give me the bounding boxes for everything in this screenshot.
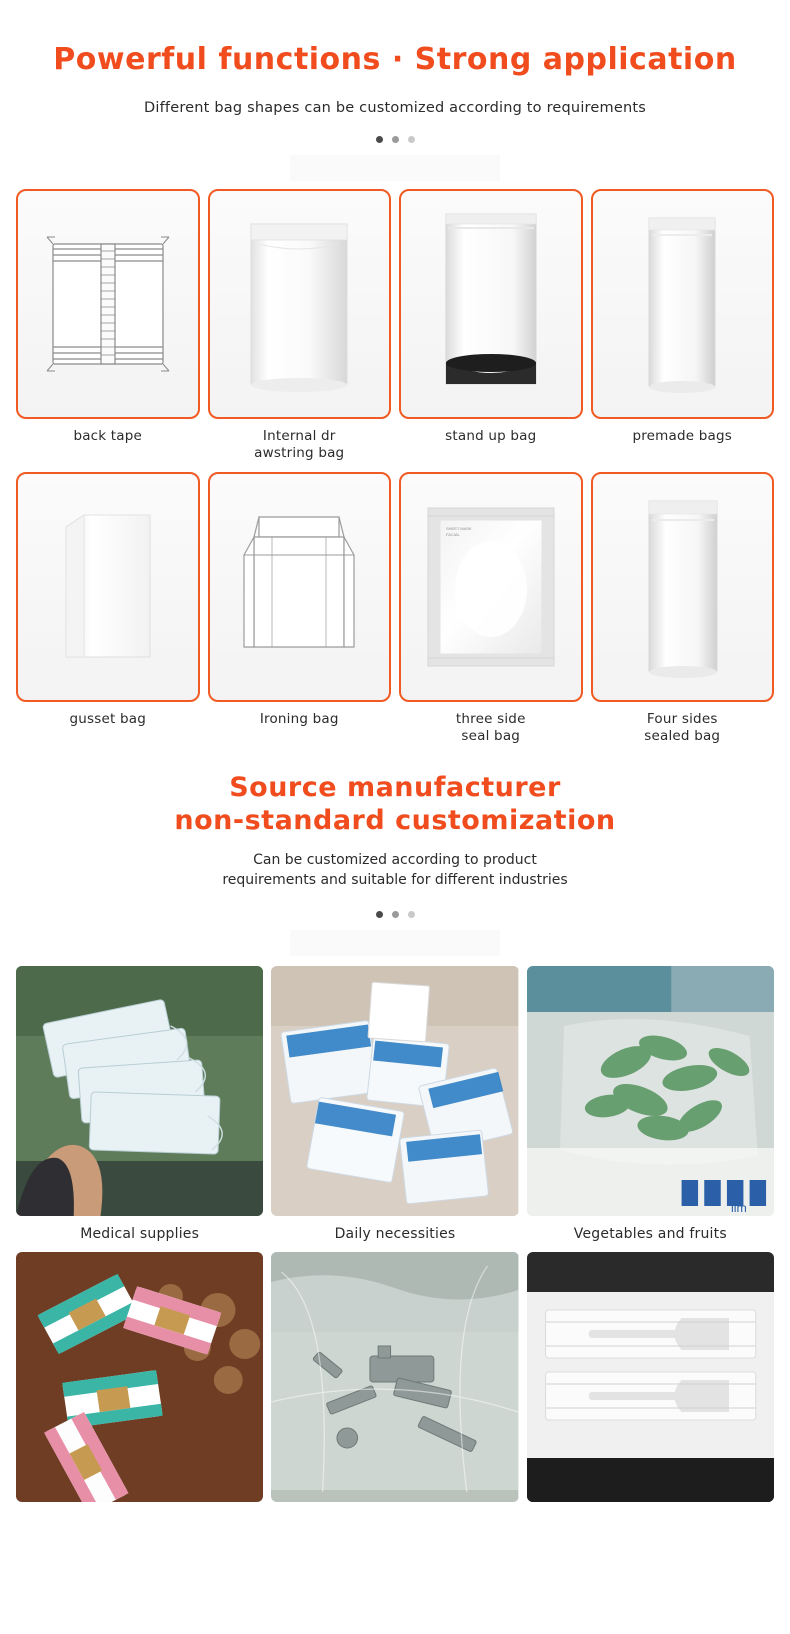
- section-two-header: [0, 771, 790, 956]
- bag-caption-line2: awstring bag: [254, 444, 345, 461]
- bag-caption: premade bags: [632, 428, 733, 444]
- section-two-subtitle: [0, 850, 790, 891]
- photo-caption: Daily necessities: [334, 1225, 456, 1242]
- dot-indicator-1[interactable]: [376, 911, 383, 918]
- bag-caption: [591, 711, 775, 745]
- section-one-header: [0, 0, 790, 181]
- hardware-parts-photo: [271, 1252, 518, 1502]
- section-two-spacer-band: [290, 930, 500, 956]
- bag-caption-line2: sealed bag: [644, 727, 721, 744]
- photo-medical-supplies: [16, 966, 263, 1216]
- vegetables-photo: [527, 966, 774, 1216]
- photo-cell[interactable]: [271, 966, 518, 1242]
- bag-image-frame: [591, 189, 775, 419]
- photo-cell[interactable]: [16, 966, 263, 1242]
- drawstring-bag-icon: [229, 204, 369, 404]
- photo-hardware-parts: [271, 1252, 518, 1502]
- candy-packs-photo: [16, 1252, 263, 1502]
- page-title: Powerful functions · Strong application: [53, 42, 737, 77]
- bag-caption-line2: seal bag: [461, 727, 521, 744]
- svg-text:FACIAL: FACIAL: [445, 532, 460, 538]
- bag-image-frame: [399, 472, 583, 702]
- photo-cell[interactable]: [527, 966, 774, 1242]
- bag-caption: [208, 428, 392, 462]
- photo-cell[interactable]: [527, 1252, 774, 1512]
- dot-indicator-3[interactable]: [408, 911, 415, 918]
- header-spacer-band: [290, 155, 500, 181]
- bag-image-frame: [399, 189, 583, 419]
- photo-vegetables-fruits: [527, 966, 774, 1216]
- bag-cell[interactable]: [399, 189, 583, 462]
- three-side-seal-bag-icon: [416, 494, 566, 679]
- ironing-bag-icon: [224, 487, 374, 687]
- section-two-subtitle-line1: Can be customized according to product: [253, 852, 537, 868]
- bag-image-frame: [16, 189, 200, 419]
- dot-indicator-2[interactable]: [392, 911, 399, 918]
- section-two-title-line1: Source manufacturer: [229, 771, 561, 803]
- bag-cell[interactable]: [16, 189, 200, 462]
- bag-image-frame: [16, 472, 200, 702]
- photo-daily-necessities: [271, 966, 518, 1216]
- section-one-subtitle: Different bag shapes can be customized according to requirements: [144, 100, 646, 116]
- back-tape-bag-icon: [33, 209, 183, 399]
- gusset-bag-icon: [38, 487, 178, 687]
- daily-necessities-photo: [271, 966, 518, 1216]
- bag-image-frame: [208, 189, 392, 419]
- bag-caption: gusset bag: [69, 710, 146, 727]
- dot-indicator-3[interactable]: [408, 136, 415, 143]
- bag-image-frame: [208, 472, 392, 702]
- bag-caption: [399, 711, 583, 745]
- application-photo-grid: [0, 966, 790, 1512]
- section-two-subtitle-line2: requirements and suitable for different industries: [222, 872, 568, 889]
- bag-caption: Ironing bag: [259, 710, 339, 727]
- bag-cell[interactable]: [591, 472, 775, 745]
- section-two-title: [0, 771, 790, 839]
- bag-cell[interactable]: [591, 189, 775, 462]
- photo-snack-packs: [16, 1252, 263, 1502]
- bag-cell[interactable]: [208, 472, 392, 745]
- cutlery-photo: [527, 1252, 774, 1502]
- stand-up-bag-icon: [426, 202, 556, 407]
- premade-bag-icon: [627, 204, 737, 404]
- bag-image-frame: [591, 472, 775, 702]
- photo-caption: Vegetables and fruits: [573, 1225, 727, 1242]
- photo-cell[interactable]: [271, 1252, 518, 1512]
- photo-caption: Medical supplies: [80, 1225, 200, 1242]
- photo-cell[interactable]: [16, 1252, 263, 1512]
- bag-cell[interactable]: [399, 472, 583, 745]
- four-side-sealed-bag-icon: [625, 487, 740, 687]
- medical-mask-photo: [16, 966, 263, 1216]
- carousel-dots-two[interactable]: [0, 911, 790, 918]
- bag-caption-line1: Internal dr: [262, 428, 336, 444]
- bag-cell[interactable]: [16, 472, 200, 745]
- svg-text:ilm: ilm: [730, 1200, 747, 1215]
- section-two-title-line2: non-standard customization: [174, 805, 616, 837]
- bag-shape-grid: [0, 189, 790, 745]
- photo-cutlery-packs: [527, 1252, 774, 1502]
- bag-cell[interactable]: [208, 189, 392, 462]
- carousel-dots-one[interactable]: [0, 136, 790, 143]
- dot-indicator-1[interactable]: [376, 136, 383, 143]
- bag-caption: back tape: [73, 428, 143, 444]
- svg-text:SHEET MASK: SHEET MASK: [445, 526, 472, 532]
- bag-caption-line1: Four sides: [646, 710, 718, 727]
- dot-indicator-2[interactable]: [392, 136, 399, 143]
- bag-caption: stand up bag: [445, 428, 537, 444]
- bag-caption-line1: three side: [455, 710, 526, 727]
